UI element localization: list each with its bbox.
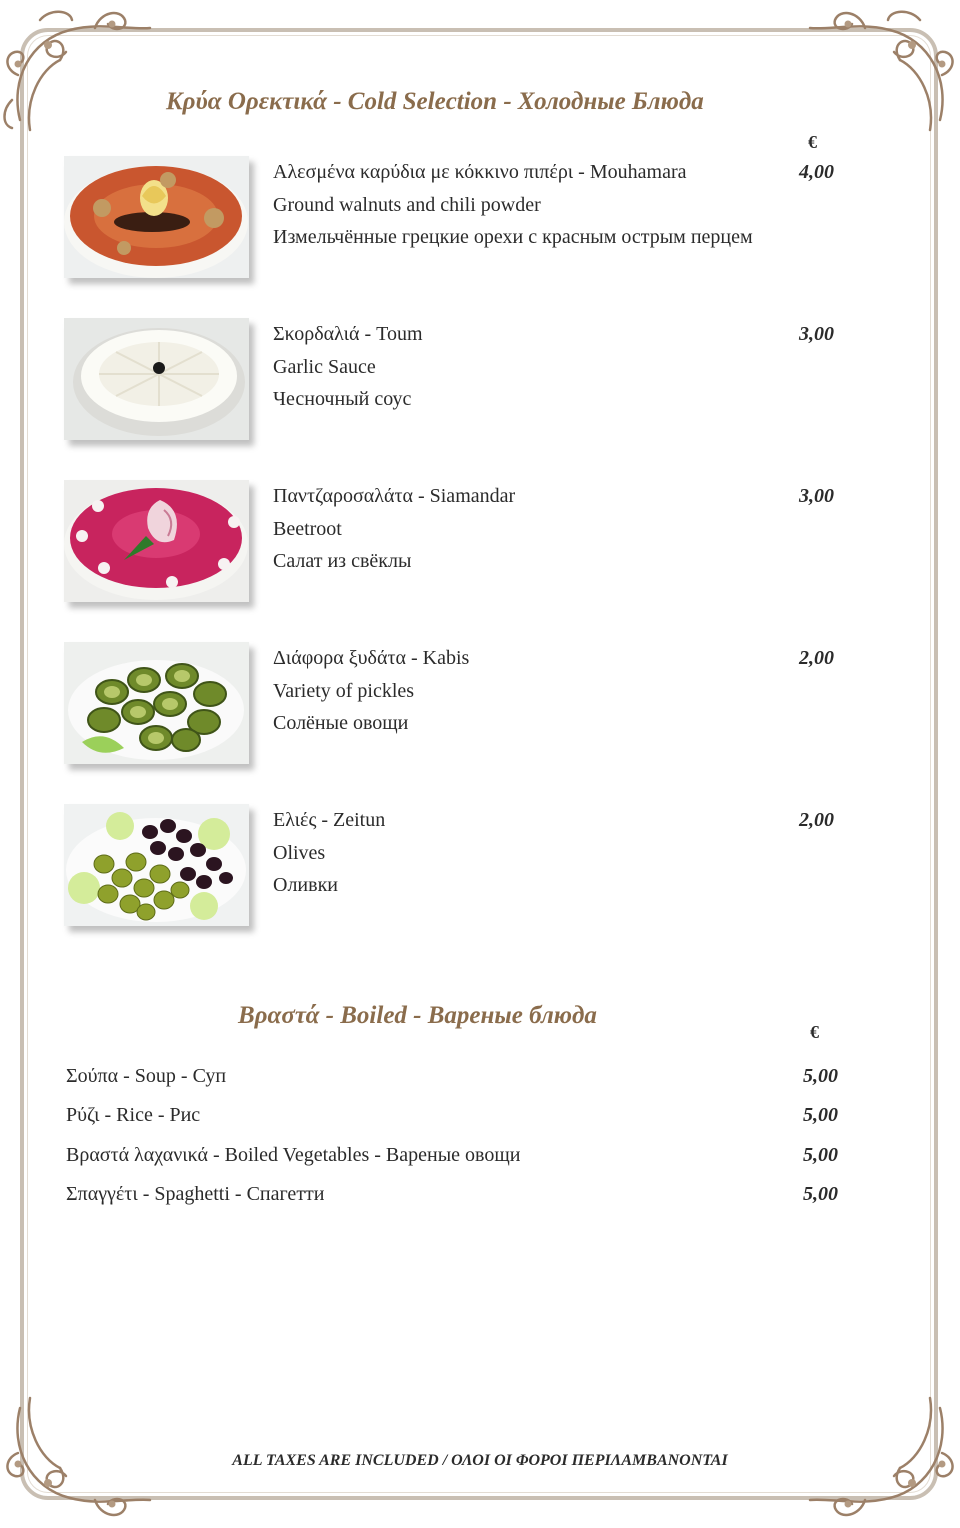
dish-text-zeitun [273, 804, 813, 902]
dish-name-english: Garlic Sauce [273, 355, 376, 378]
dish-name-greek: Διάφορα ξυδάτα - Kabis [273, 647, 470, 669]
dish-kabis [64, 642, 844, 767]
dish-text-toum [273, 318, 813, 416]
dish-name-english: Olives [273, 841, 326, 864]
boiled-item-spaghetti [66, 1179, 838, 1209]
boiled-item-price: 5,00 [803, 1104, 838, 1126]
dish-text-mouhamara [273, 156, 813, 254]
boiled-item-price: 5,00 [803, 1144, 838, 1166]
dish-name-greek: Παντζαροσαλάτα - Siamandar [273, 485, 516, 507]
dish-price: 4,00 [799, 161, 834, 183]
boiled-item-name: Σούπα - Soup - Суп [66, 1065, 227, 1087]
dish-name-russian: Солёные овощи [273, 712, 409, 734]
dish-text-siamandar [273, 480, 813, 578]
dish-price: 2,00 [799, 647, 834, 669]
dish-photo-zeitun [64, 804, 249, 926]
boiled-item-price: 5,00 [803, 1065, 838, 1087]
dish-siamandar [64, 480, 844, 605]
boiled-item-soup [66, 1061, 838, 1091]
boiled-item-vegetables [66, 1140, 838, 1170]
dish-toum [64, 318, 844, 443]
dish-name-russian: Салат из свёклы [273, 550, 412, 572]
dish-zeitun [64, 804, 844, 929]
boiled-item-price: 5,00 [803, 1183, 838, 1205]
dish-name-russian: Чесночный соус [273, 388, 412, 410]
dish-name-russian: Оливки [273, 874, 338, 896]
dish-price: 2,00 [799, 809, 834, 831]
corner-ornament-top-right [800, 0, 960, 140]
cold-currency-symbol: € [808, 132, 817, 152]
dish-name-greek: Αλεσμένα καρύδια με κόκκινο πιπέρι - Mouhamara [273, 161, 687, 183]
dish-photo-siamandar [64, 480, 249, 602]
boiled-currency-symbol: € [810, 1022, 819, 1042]
dish-price: 3,00 [799, 485, 834, 507]
boiled-item-rice [66, 1100, 838, 1130]
boiled-section-title: Βραστά - Boiled - Вареные блюда [238, 1002, 597, 1029]
dish-text-kabis [273, 642, 813, 740]
boiled-item-name: Ρύζι - Rice - Рис [66, 1104, 201, 1126]
boiled-item-name: Βραστά λαχανικά - Boiled Vegetables - Вареные овощи [66, 1144, 521, 1166]
corner-ornament-top-left [0, 0, 160, 140]
dish-name-russian: Измельчённые грецкие орехи с красным острым перцем [273, 226, 753, 248]
dish-mouhamara [64, 156, 844, 281]
dish-name-greek: Σκορδαλιά - Toum [273, 323, 423, 345]
dish-name-english: Beetroot [273, 517, 342, 540]
dish-name-greek: Ελιές - Zeitun [273, 809, 386, 831]
dish-name-english: Ground walnuts and chili powder [273, 193, 541, 216]
cold-section-title: Κρύα Ορεκτικά - Cold Selection - Холодные Блюда [166, 88, 704, 115]
boiled-item-name: Σπαγγέτι - Spaghetti - Спагетти [66, 1183, 325, 1205]
dish-name-english: Variety of pickles [273, 679, 415, 702]
dish-price: 3,00 [799, 323, 834, 345]
dish-photo-mouhamara [64, 156, 249, 278]
dish-photo-kabis [64, 642, 249, 764]
dish-photo-toum [64, 318, 249, 440]
taxes-footer-note: ALL TAXES ARE INCLUDED / ΟΛΟΙ ΟΙ ΦΟΡΟΙ ΠΕΡΙΛΑΜΒΑΝΟΝΤΑΙ [232, 1452, 728, 1469]
